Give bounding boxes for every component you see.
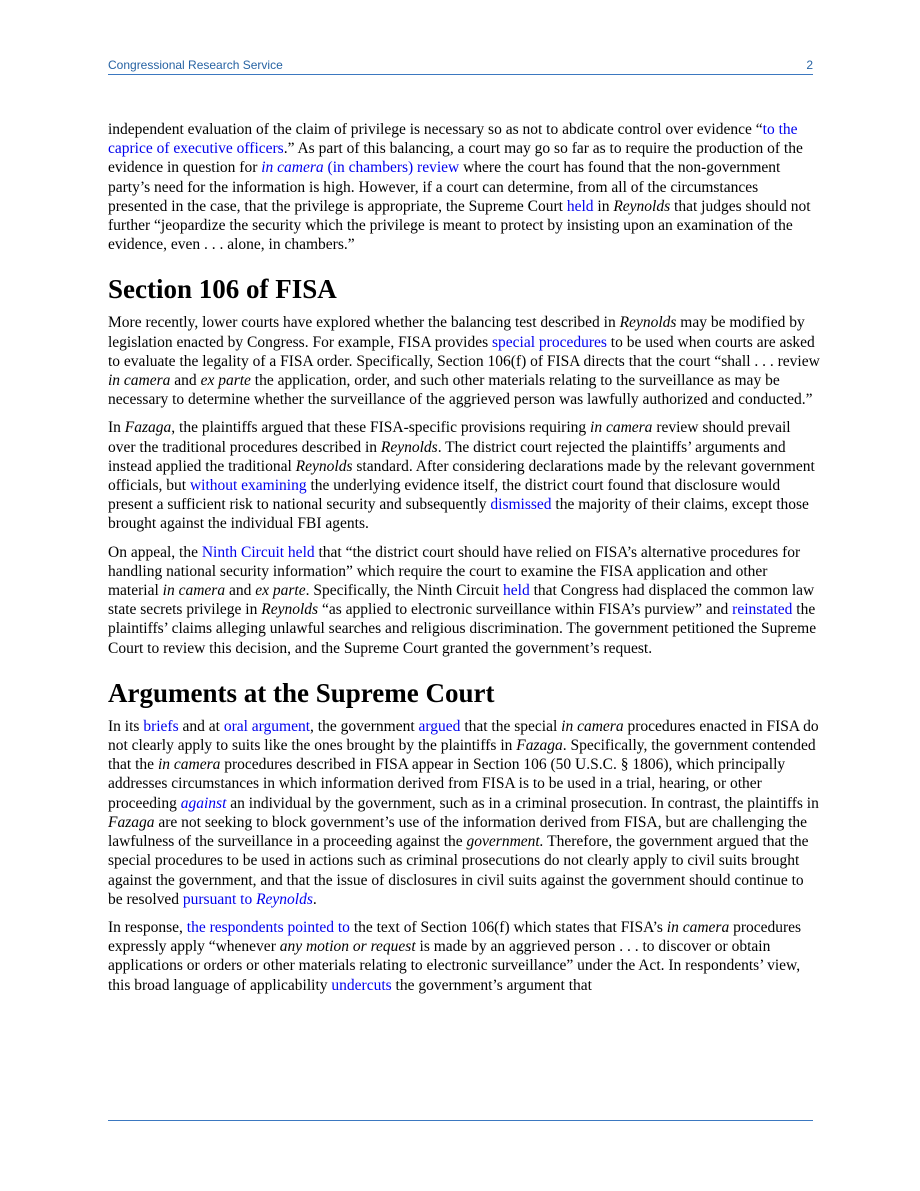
paragraph-fazaga-district: In Fazaga, the plaintiffs argued that these FISA-specific provisions requiring in camera review should prevail over the traditional procedures described in Reynolds. The district court rejected the plaintiffs’ arguments and instead applied the traditional Reynolds standard. After considering declarations made by the relevant government officials, but without examining the underlying evidence itself, the district court found that disclosure would present a sufficient risk to national security and subsequently dismissed the majority of their claims, except those brought against the individual FBI agents. [108, 419, 815, 533]
link-against[interactable]: against [180, 794, 227, 812]
footer-divider [108, 1120, 813, 1121]
link-special-procedures[interactable]: special procedures [492, 333, 607, 351]
header-publisher: Congressional Research Service [108, 58, 283, 72]
section-heading-fisa: Section 106 of FISA [108, 274, 337, 305]
page-number: 2 [806, 58, 813, 72]
link-in-camera-review[interactable]: in camera (in chambers) review [261, 159, 460, 177]
paragraph-government-argument: In its briefs and at oral argument, the government argued that the special in camera procedures enacted in FISA do not clearly apply to suits like the ones brought by the plaintiffs in Fazaga. Specifically, the government contended that the in camera procedures described in FISA appear in Section 106 (50 U.S.C. § 1806), which principally addresses circumstances in which information derived from FISA is to be used in a trial, hearing, or other proceeding against an individual by the government, such as in a criminal prosecution. In contrast, the plaintiffs in Fazaga are not seeking to block government’s use of the information derived from FISA, but are challenging the lawfulness of the surveillance in a proceeding against the government. Therefore, the government argued that the special procedures to be used in actions such as criminal prosecutions do not clearly apply to civil suits brought against the government, and that the issue of disclosures in civil suits against the government should continue to be resolved pursuant to Reynolds. [108, 717, 819, 908]
paragraph-ninth-circuit: On appeal, the Ninth Circuit held that “the district court should have relied on FISA’s alternative procedures for handling national security information” which require the court to examine the FISA application and other material in camera and ex parte. Specifically, the Ninth Circuit held that Congress had displaced the common law state secrets privilege in Reynolds “as applied to electronic surveillance within FISA’s purview” and reinstated the plaintiffs’ claims alleging unlawful searches and religious discrimination. The government petitioned the Supreme Court to review this decision, and the Supreme Court granted the government’s request. [108, 543, 817, 657]
link-without-examining[interactable]: without examining [189, 477, 307, 495]
link-briefs[interactable]: briefs [143, 717, 179, 735]
link-oral-argument[interactable]: oral argument [223, 717, 311, 735]
link-pursuant-to-reynolds[interactable]: pursuant to Reynolds [182, 890, 313, 908]
link-ninth-circuit-held[interactable]: Ninth Circuit held [201, 543, 315, 561]
section-heading-arguments: Arguments at the Supreme Court [108, 677, 495, 708]
link-caprice[interactable]: to the caprice of executive officers [108, 121, 798, 158]
link-held[interactable]: held [566, 197, 594, 215]
link-reinstated[interactable]: reinstated [732, 601, 793, 619]
header-divider [108, 74, 813, 75]
paragraph-fisa-procedures: More recently, lower courts have explored whether the balancing test described in Reynolds may be modified by legislation enacted by Congress. For example, FISA provides special procedures to be used when courts are asked to evaluate the legality of a FISA order. Specifically, Section 106(f) of FISA directs that the court “shall . . . review in camera and ex parte the application, order, and such other materials relating to the surveillance as may be necessary to determine whether the surveillance of the aggrieved person was lawfully authorized and conducted.” [108, 314, 820, 409]
document-body [108, 120, 820, 1004]
paragraph-privilege: independent evaluation of the claim of privilege is necessary so as not to abdicate control over evidence “to the caprice of executive officers.” As part of this balancing, a court may go so far as to require the production of the evidence in question for in camera (in chambers) review where the court has found that the non-government party’s need for the information is high. However, if a court can determine, from all of the circumstances presented in the case, that the privilege is appropriate, the Supreme Court held in Reynolds that judges should not further “jeopardize the security which the privilege is meant to protect by insisting upon an examination of the evidence, even . . . alone, in chambers.” [108, 121, 811, 254]
link-held-2[interactable]: held [503, 582, 530, 600]
link-argued[interactable]: argued [418, 717, 461, 735]
link-respondents-pointed-to[interactable]: the respondents pointed to [186, 918, 350, 936]
link-undercuts[interactable]: undercuts [331, 976, 392, 994]
link-dismissed[interactable]: dismissed [490, 496, 552, 514]
paragraph-respondents: In response, the respondents pointed to the text of Section 106(f) which states that FISA’s in camera procedures expressly apply “whenever any motion or request is made by an aggrieved person . . . to discover or obtain applications or orders or other materials relating to electronic surveillance” under the Act. In respondents’ view, this broad language of applicability undercuts the government’s argument that [108, 918, 802, 994]
